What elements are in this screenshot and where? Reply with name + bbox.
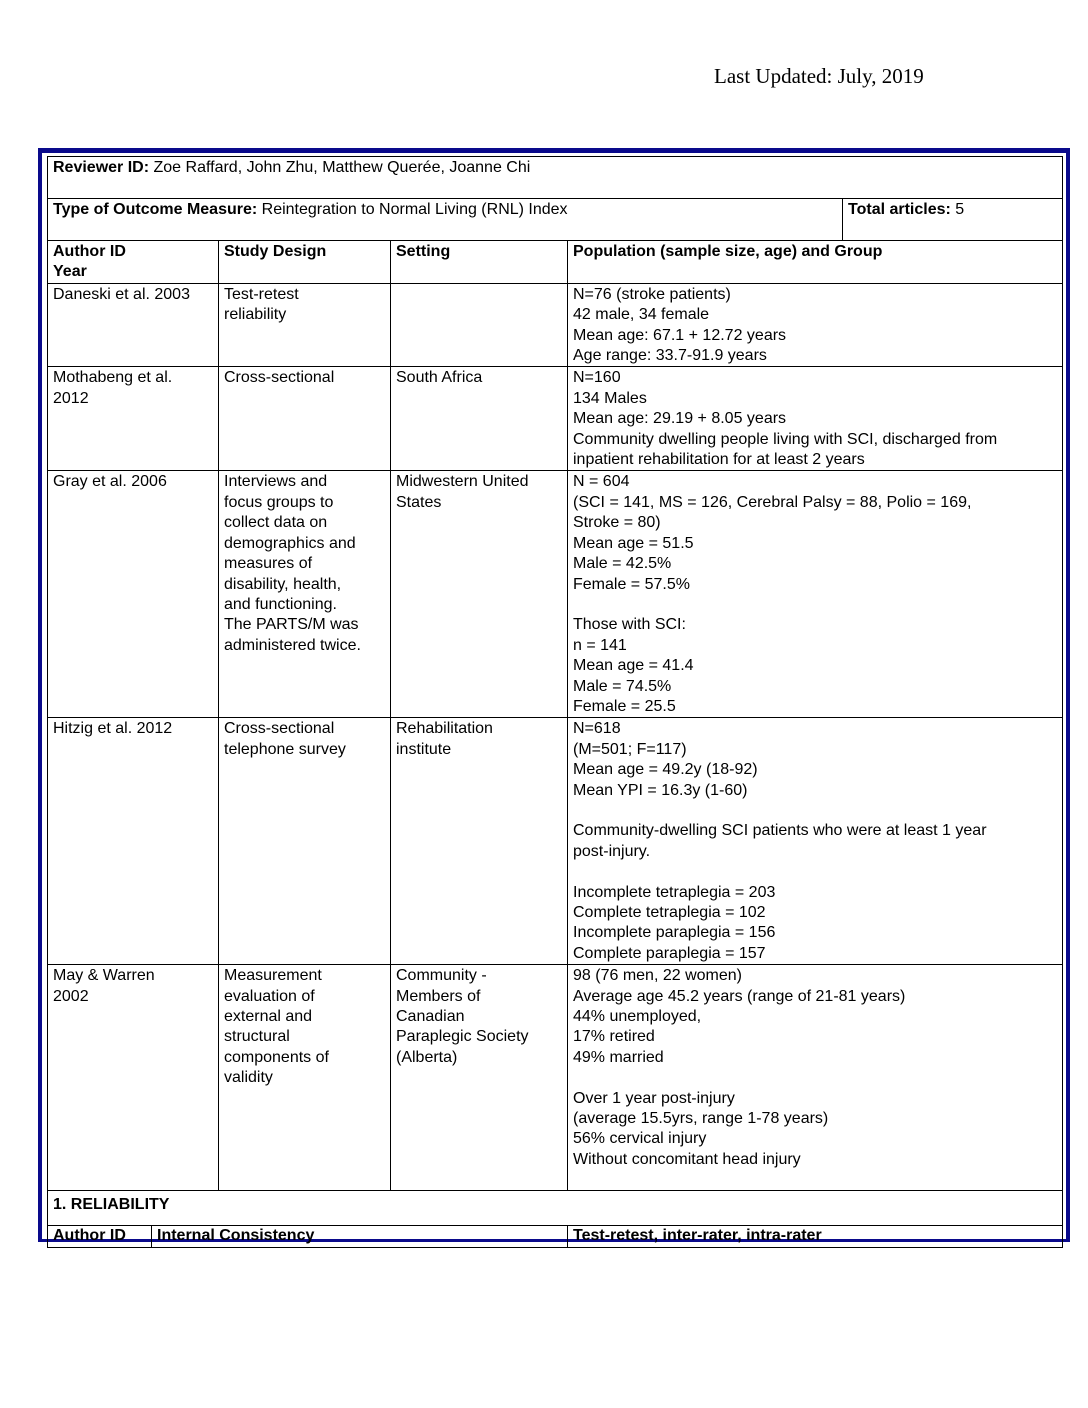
cell-line: States (396, 493, 442, 511)
total-articles-value: 5 (955, 201, 965, 218)
reviewer-cell (48, 157, 1063, 199)
cell-line: Mean age = 41.4 (573, 657, 694, 675)
cell-line: Those with SCI: (573, 616, 686, 634)
cell-line: Canadian (396, 1008, 465, 1026)
cell-line: Complete tetraplegia = 102 (573, 904, 766, 921)
reviewer-row (48, 157, 1063, 199)
cell-line: Test-retest (224, 285, 299, 303)
cell-line: 2012 (53, 389, 89, 407)
cell-line: Community dwelling people living with SCI, discharged from (573, 430, 998, 448)
design-column-header: Study Design (219, 241, 391, 284)
cell-line: and functioning. (224, 595, 337, 613)
cell-line: Measurement (224, 967, 322, 985)
cell-line (573, 595, 1057, 615)
outcome-row (48, 199, 1063, 241)
cell-line: measures of (224, 555, 313, 573)
cell-line: Cross-sectional (224, 720, 335, 738)
cell-line: Average age 45.2 years (range of 21-81 years) (573, 987, 906, 1005)
cell-line: Mean YPI = 16.3y (1-60) (573, 781, 748, 799)
cell-line: 17% retired (573, 1028, 655, 1046)
population-cell (568, 718, 1063, 965)
author-cell (48, 283, 219, 367)
author-cell (48, 367, 219, 471)
cell-line: 2002 (53, 987, 89, 1005)
study-design-cell (219, 718, 391, 965)
author-cell (48, 718, 219, 965)
author-cell (48, 965, 219, 1191)
cell-line: Interviews and (224, 473, 328, 491)
cell-line: Without concomitant head injury (573, 1150, 801, 1168)
total-articles-cell (843, 199, 1063, 241)
study-design-cell (219, 283, 391, 367)
setting-cell (391, 471, 568, 718)
reliability-author-header: Author ID (48, 1226, 152, 1247)
population-cell (568, 367, 1063, 471)
cell-line: demographics and (224, 534, 356, 552)
cell-line: administered twice. (224, 636, 361, 654)
cell-line: telephone survey (224, 740, 346, 758)
cell-line: n = 141 (573, 636, 627, 654)
cell-line: Daneski et al. 2003 (53, 285, 190, 303)
cell-line: post-injury. (573, 842, 651, 860)
study-row (48, 283, 1063, 367)
cell-line: Mean age: 29.19 + 8.05 years (573, 410, 787, 428)
cell-line: (SCI = 141, MS = 126, Cerebral Palsy = 88, Polio = 169, (573, 493, 972, 511)
internal-consistency-header: Internal Consistency (152, 1226, 568, 1247)
setting-cell (391, 965, 568, 1191)
population-cell (568, 965, 1063, 1191)
author-column-header (48, 241, 219, 284)
year-header-line: Year (53, 263, 87, 281)
population-cell (568, 283, 1063, 367)
cell-line: institute (396, 740, 452, 758)
cell-line (573, 862, 1057, 882)
cell-line: 56% cervical injury (573, 1130, 707, 1148)
cell-line: structural (224, 1028, 290, 1046)
reliability-header-row (48, 1226, 1063, 1247)
cell-line: Midwestern United (396, 473, 529, 491)
cell-line: Rehabilitation (396, 720, 493, 738)
outcome-label: Type of Outcome Measure: (53, 201, 258, 218)
cell-line: May & Warren (53, 967, 155, 985)
setting-cell (391, 718, 568, 965)
reliability-section-row (48, 1191, 1063, 1226)
cell-line: 134 Males (573, 389, 647, 407)
setting-column-header: Setting (391, 241, 568, 284)
cell-line: N=618 (573, 720, 621, 738)
cell-line: Cross-sectional (224, 369, 335, 387)
cell-line: Male = 42.5% (573, 555, 672, 573)
outcome-value: Reintegration to Normal Living (RNL) Index (261, 201, 568, 218)
total-articles-label: Total articles: (848, 201, 951, 218)
cell-line: (average 15.5yrs, range 1-78 years) (573, 1110, 829, 1128)
outcome-cell (48, 199, 843, 241)
reviewer-value: Zoe Raffard, John Zhu, Matthew Querée, Joanne Chi (153, 159, 531, 176)
study-row (48, 471, 1063, 718)
reliability-section-title: 1. RELIABILITY (48, 1191, 1063, 1226)
author-header-line: Author ID (53, 243, 126, 260)
cell-line: Hitzig et al. 2012 (53, 720, 173, 738)
cell-line: components of (224, 1048, 329, 1066)
author-cell (48, 471, 219, 718)
population-column-header: Population (sample size, age) and Group (568, 241, 1063, 284)
cell-line: N=76 (stroke patients) (573, 285, 731, 303)
cell-line: collect data on (224, 514, 328, 532)
column-header-row (48, 241, 1063, 284)
cell-line: disability, health, (224, 575, 342, 593)
cell-line: Stroke = 80) (573, 514, 661, 532)
cell-line: validity (224, 1069, 273, 1087)
cell-line: 44% unemployed, (573, 1008, 702, 1026)
study-row (48, 718, 1063, 965)
cell-line: Gray et al. 2006 (53, 473, 167, 491)
cell-line: 49% married (573, 1048, 664, 1066)
cell-line: Over 1 year post-injury (573, 1089, 735, 1107)
setting-cell (391, 367, 568, 471)
cell-line: evaluation of (224, 987, 315, 1005)
cell-line: N=160 (573, 369, 621, 387)
cell-line (573, 801, 1057, 821)
cell-line: Incomplete paraplegia = 156 (573, 924, 776, 942)
cell-line: N = 604 (573, 473, 630, 491)
cell-line: Incomplete tetraplegia = 203 (573, 883, 776, 901)
cell-line: 98 (76 men, 22 women) (573, 967, 742, 985)
cell-line: South Africa (396, 369, 483, 387)
cell-line: Mean age = 51.5 (573, 534, 694, 552)
cell-line: Members of (396, 987, 481, 1005)
cell-line: Female = 57.5% (573, 575, 690, 593)
setting-cell (391, 283, 568, 367)
reviewer-label: Reviewer ID: (53, 159, 150, 176)
cell-line: Community - (396, 967, 487, 985)
cell-line: reliability (224, 306, 287, 324)
population-cell (568, 471, 1063, 718)
study-row (48, 367, 1063, 471)
cell-line: (M=501; F=117) (573, 740, 687, 758)
outcome-measure-table (47, 156, 1063, 1248)
cell-line: focus groups to (224, 493, 334, 511)
study-rows (48, 283, 1063, 1190)
study-design-cell (219, 367, 391, 471)
cell-line (573, 1068, 1057, 1088)
cell-line: Paraplegic Society (396, 1028, 529, 1046)
cell-line: Mean age: 67.1 + 12.72 years (573, 326, 787, 344)
study-design-cell (219, 965, 391, 1191)
study-row (48, 965, 1063, 1191)
cell-line: Mothabeng et al. (53, 369, 173, 387)
cell-line: Complete paraplegia = 157 (573, 944, 766, 962)
last-updated-text: Last Updated: July, 2019 (714, 64, 924, 88)
cell-line: Female = 25.5 (573, 697, 676, 715)
cell-line: external and (224, 1008, 313, 1026)
cell-line: (Alberta) (396, 1048, 458, 1066)
test-retest-header: Test-retest, inter-rater, intra-rater (568, 1226, 1063, 1247)
cell-line: Mean age = 49.2y (18-92) (573, 761, 758, 779)
cell-line: Age range: 33.7-91.9 years (573, 347, 767, 365)
study-design-cell (219, 471, 391, 718)
cell-line: 42 male, 34 female (573, 306, 710, 324)
cell-line: inpatient rehabilitation for at least 2 years (573, 451, 865, 469)
cell-line: Male = 74.5% (573, 677, 672, 695)
cell-line: Community-dwelling SCI patients who were at least 1 year (573, 822, 987, 840)
cell-line: The PARTS/M was (224, 616, 359, 634)
